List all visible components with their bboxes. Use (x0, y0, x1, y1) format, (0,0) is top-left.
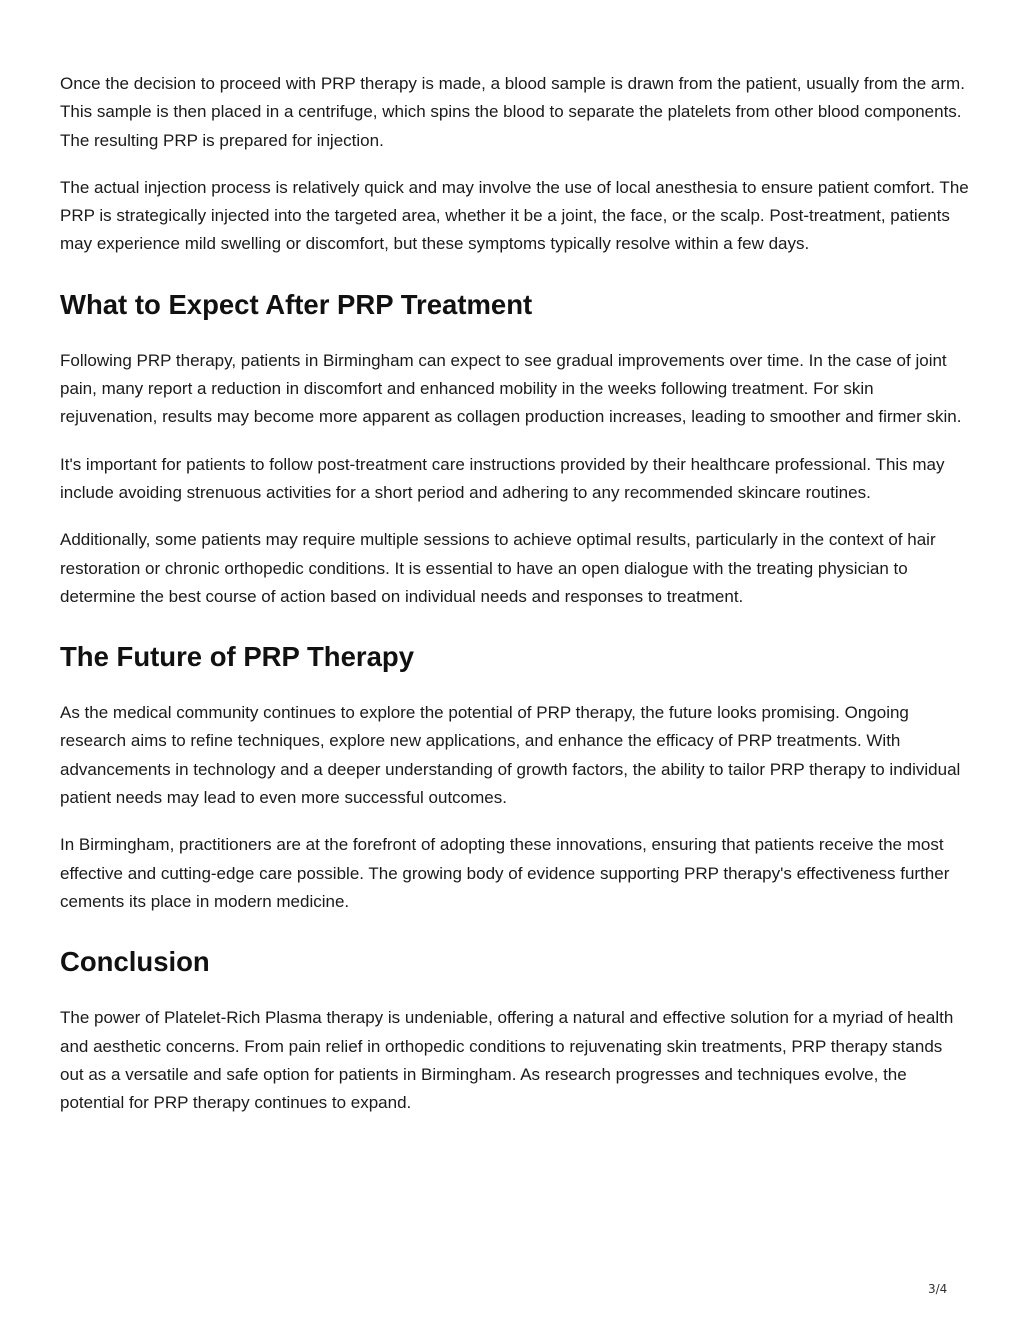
paragraph: Additionally, some patients may require multiple sessions to achieve optimal results, particularly in the context of hair restoration or chronic orthopedic conditions. It is essential to have an open dialogue with the treating physician to determine the best course of action based on individual needs and responses to treatment. (60, 530, 936, 606)
section-heading: Conclusion (60, 946, 210, 978)
section-conclusion (60, 945, 970, 1117)
section-heading: What to Expect After PRP Treatment (60, 288, 533, 320)
paragraph: As the medical community continues to explore the potential of PRP therapy, the future looks promising. Ongoing research aims to refine techniques, explore new applications, and enhance the efficacy of PRP treatments. With advancements in technology and a deeper understanding of growth factors, the ability to tailor PRP therapy to individual patient needs may lead to even more successful outcomes. (60, 703, 961, 808)
paragraph: Following PRP therapy, patients in Birmingham can expect to see gradual improvements over time. In the case of joint pain, many report a reduction in discomfort and enhanced mobility in the weeks following treatment. For skin rejuvenation, results may become more apparent as collagen production increases, leading to smoother and firmer skin. (60, 350, 962, 427)
section-what-to-expect (60, 288, 970, 611)
paragraph: The actual injection process is relatively quick and may involve the use of local anesthesia to ensure patient comfort. The PRP is strategically injected into the targeted area, whether it be a joint, the face, or the scalp. Post-treatment, patients may experience mild swelling or discomfort, but these symptoms typically resolve within a few days. (60, 177, 969, 254)
section-prp-procedure (60, 70, 970, 259)
paragraph: In Birmingham, practitioners are at the forefront of adopting these innovations, ensuring that patients receive the most effective and cutting-edge care possible. The growing body of evidence supporting PRP therapy's effectiveness further cements its place in modern medicine. (60, 835, 950, 911)
paragraph: It's important for patients to follow post-treatment care instructions provided by their healthcare professional. This may include avoiding strenuous activities for a short period and adhering to any recommended skincare routines. (60, 454, 945, 502)
section-heading: The Future of PRP Therapy (60, 641, 414, 673)
page-number: 3/4 (928, 1282, 948, 1296)
section-future-of-prp (60, 640, 970, 916)
paragraph: The power of Platelet-Rich Plasma therapy is undeniable, offering a natural and effective solution for a myriad of health and aesthetic concerns. From pain relief in orthopedic conditions to rejuvenating skin treatments, PRP therapy stands out as a versatile and safe option for patients in Birmingham. As research progresses and techniques evolve, the potential for PRP therapy continues to expand. (60, 1008, 954, 1113)
paragraph: Once the decision to proceed with PRP therapy is made, a blood sample is drawn from the patient, usually from the arm. This sample is then placed in a centrifuge, which spins the blood to separate the platelets from other blood components. The resulting PRP is prepared for injection. (60, 74, 965, 150)
document-body (60, 70, 970, 1136)
